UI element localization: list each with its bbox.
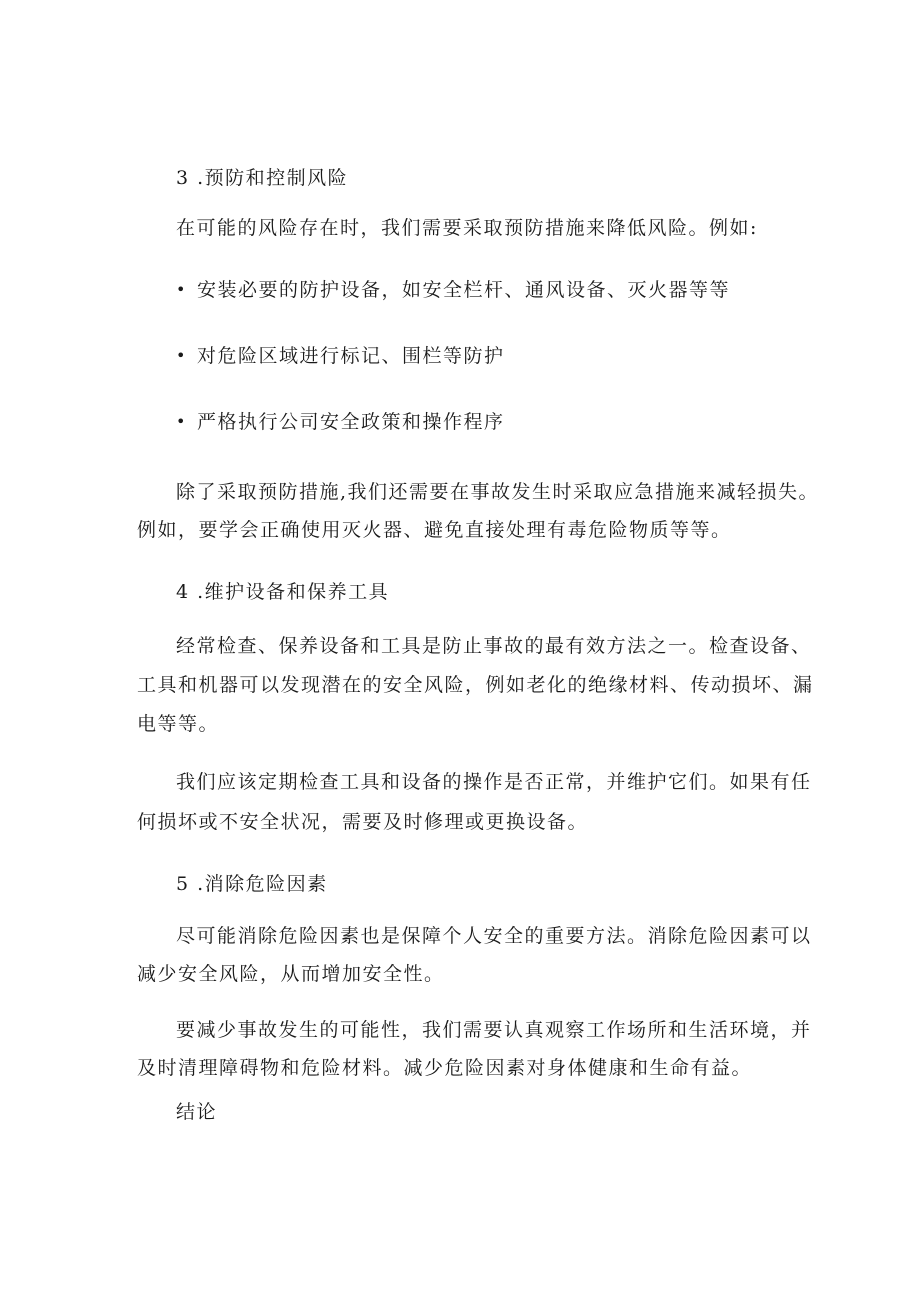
- section-5-heading: 5 .消除危险因素: [176, 873, 328, 895]
- section-5-para1-line-1: 尽可能消除危险因素也是保障个人安全的重要方法。消除危险因素可以: [176, 925, 812, 947]
- section-4-para2-line-1: 我们应该定期检查工具和设备的操作是否正常，并维护它们。如果有任: [176, 771, 812, 793]
- bullet-item-2: 对危险区域进行标记、围栏等防护: [197, 345, 505, 367]
- section-4-para1-line-2: 工具和机器可以发现潜在的安全风险，例如老化的绝缘材料、传动损坏、漏: [137, 674, 814, 696]
- section-5-para1-line-2: 减少安全风险，从而增加安全性。: [137, 963, 445, 985]
- section-4-para1-line-3: 电等等。: [137, 713, 220, 735]
- section-5-para2-line-1: 要减少事故发生的可能性，我们需要认真观察工作场所和生活环境，并: [176, 1019, 812, 1041]
- section-4-para2-line-2: 何损坏或不安全状况，需要及时修理或更换设备。: [137, 811, 589, 833]
- section-3-heading: 3 .预防和控制风险: [176, 167, 349, 189]
- conclusion-heading: 结论: [176, 1101, 218, 1123]
- section-5-para2-line-2: 及时清理障碍物和危险材料。减少危险因素对身体健康和生命有益。: [137, 1057, 753, 1079]
- section-3-para2-line-2: 例如，要学会正确使用灭火器、避免直接处理有毒危险物质等等。: [137, 519, 732, 541]
- section-3-para2-line-1: 除了采取预防措施,我们还需要在事故发生时采取应急措施来减轻损失。: [176, 481, 820, 503]
- section-3-intro: 在可能的风险存在时，我们需要采取预防措施来降低风险。例如:: [176, 217, 758, 239]
- section-4-para1-line-1: 经常检查、保养设备和工具是防止事故的最有效方法之一。检查设备、: [176, 635, 812, 657]
- bullet-item-3: 严格执行公司安全政策和操作程序: [197, 411, 505, 433]
- bullet-marker: •: [176, 412, 186, 431]
- section-4-heading: 4 .维护设备和保养工具: [176, 581, 390, 603]
- bullet-item-1: 安装必要的防护设备，如安全栏杆、通风设备、灭火器等等: [197, 279, 731, 301]
- bullet-marker: •: [176, 280, 186, 299]
- bullet-marker: •: [176, 346, 186, 365]
